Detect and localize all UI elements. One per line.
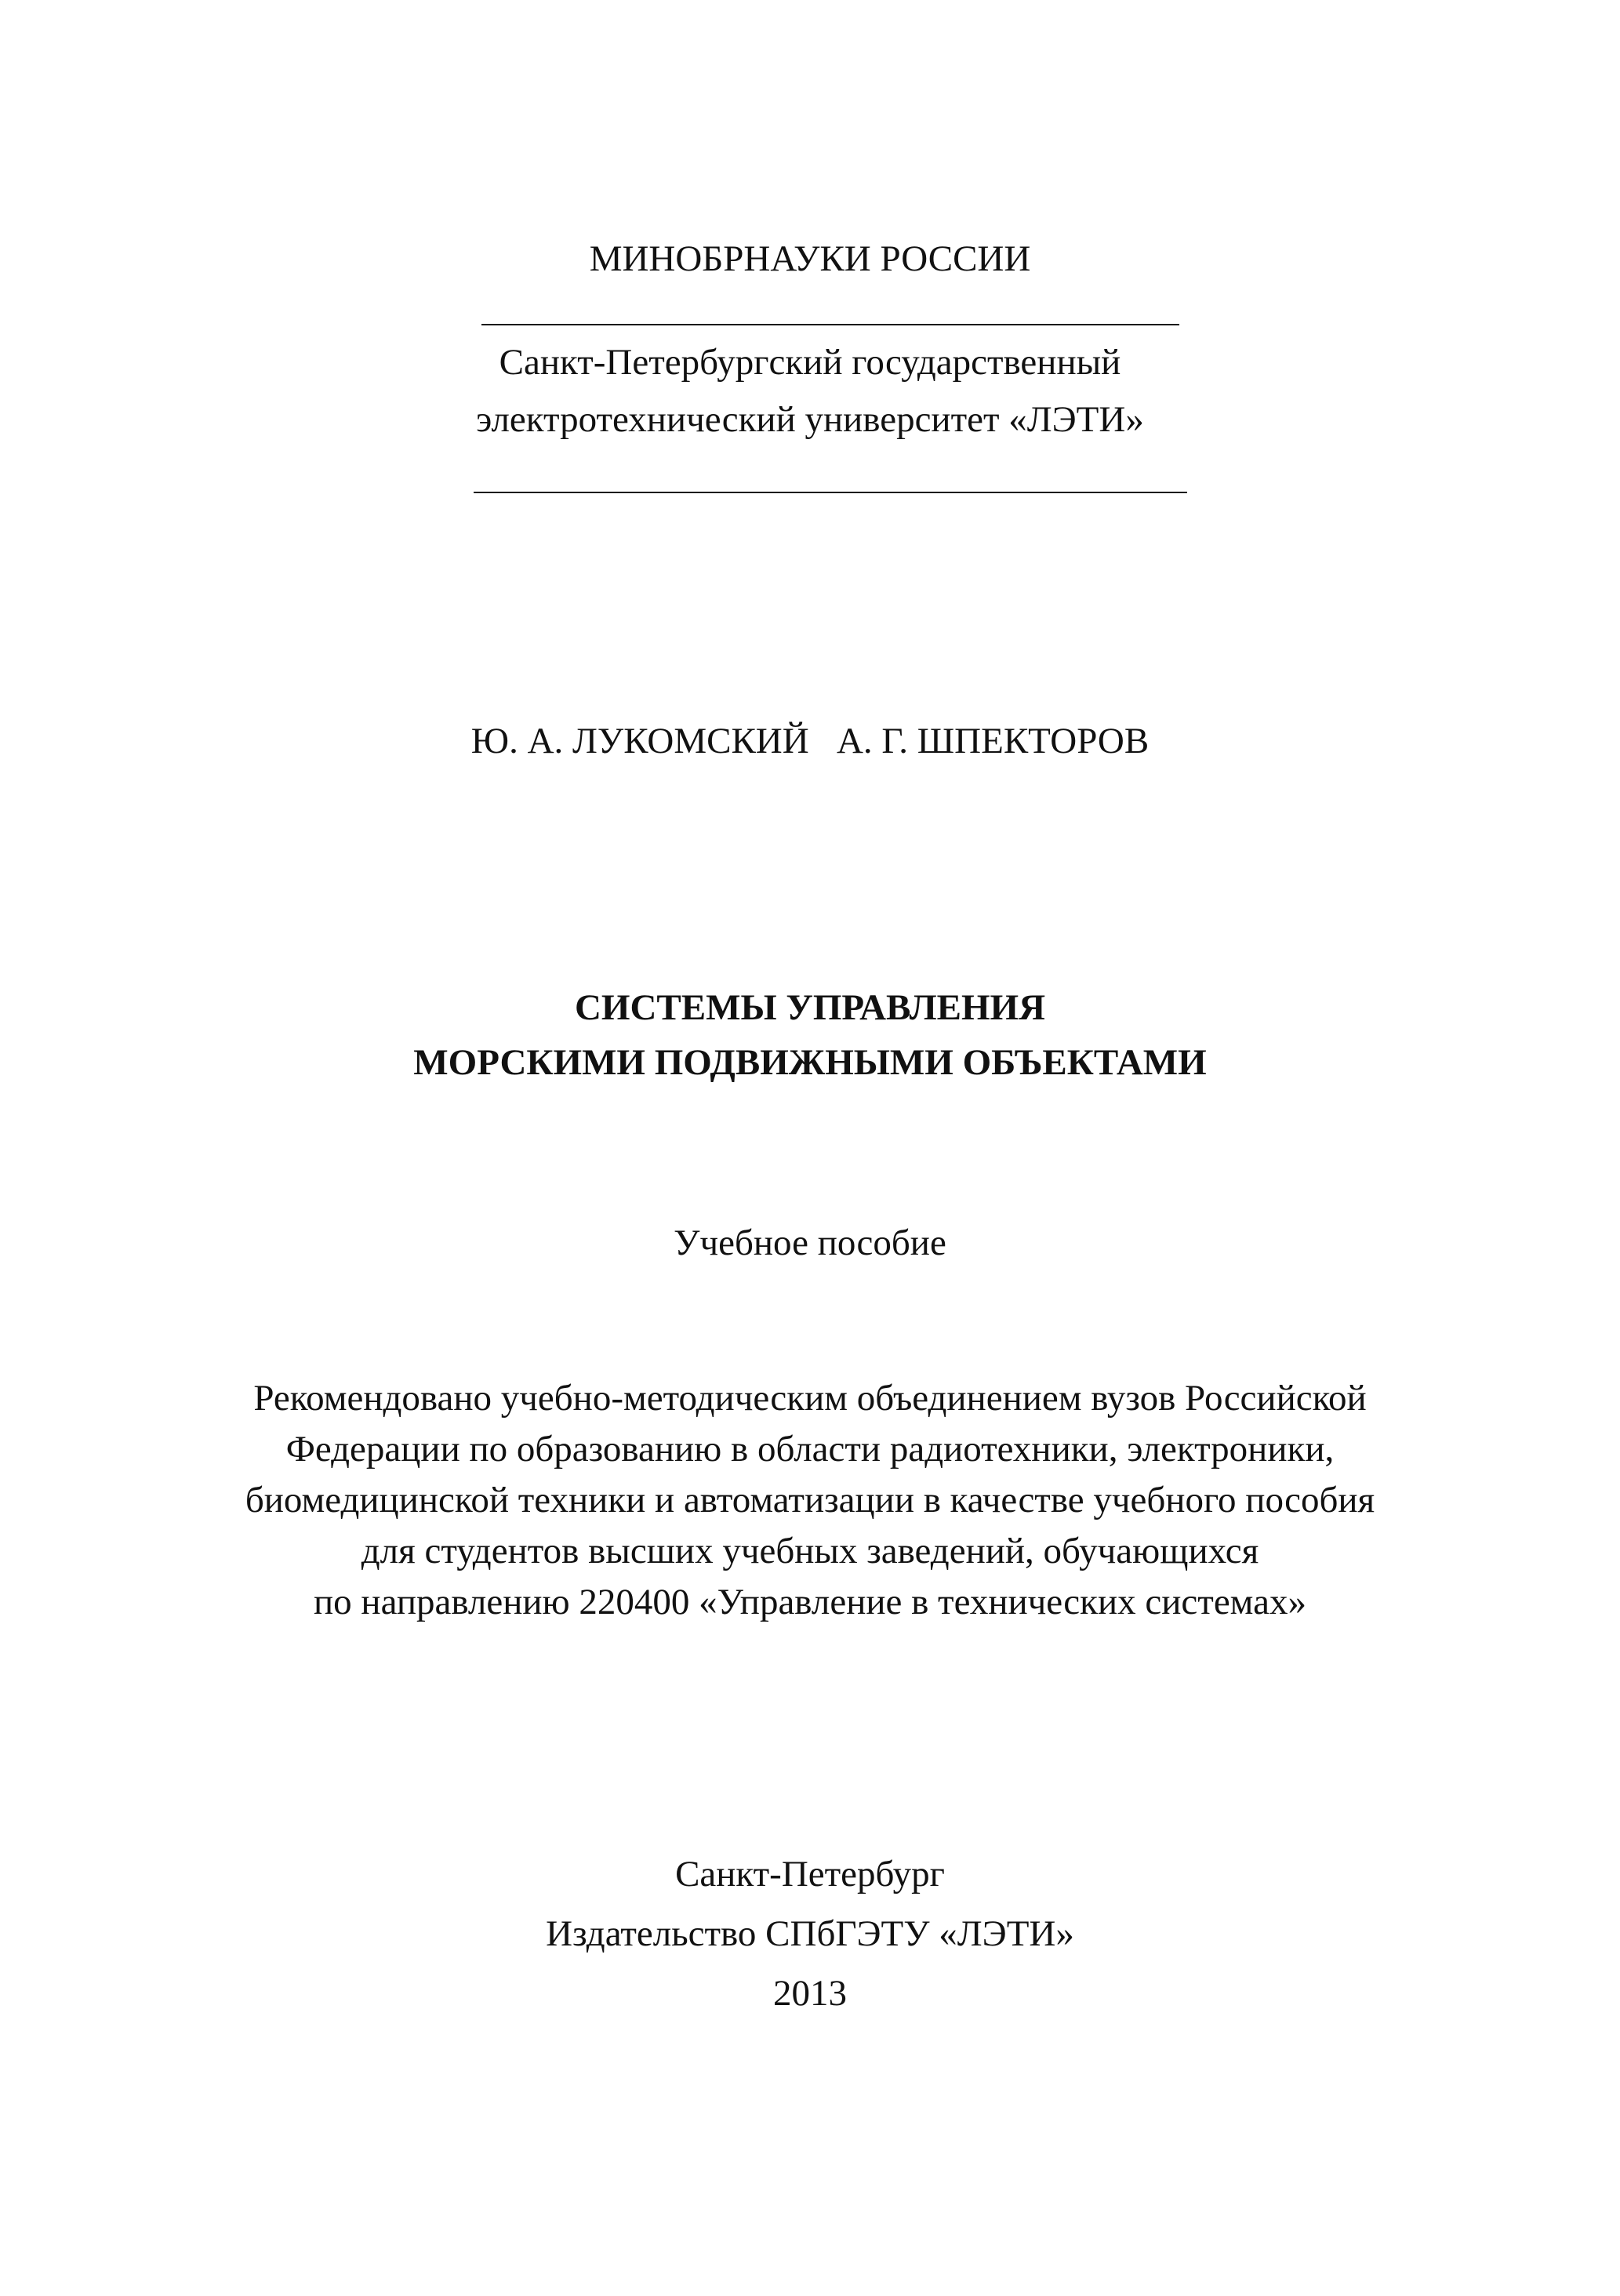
university-name-line2: электротехнический университет «ЛЭТИ» [476, 399, 1144, 440]
recommendation-line: Рекомендовано учебно-методическим объединением вузов Российской [253, 1378, 1367, 1419]
university-name-line1: Санкт-Петербургский государственный [499, 342, 1121, 383]
book-title-line2: МОРСКИМИ ПОДВИЖНЫМИ ОБЪЕКТАМИ [413, 1042, 1207, 1083]
recommendation-line: для студентов высших учебных заведений, обучающихся [361, 1531, 1259, 1571]
recommendation-line: биомедицинской техники и автоматизации в качестве учебного пособия [245, 1480, 1375, 1520]
imprint-publisher: Издательство СПбГЭТУ «ЛЭТИ» [546, 1913, 1074, 1954]
imprint-year: 2013 [773, 1973, 847, 2014]
recommendation-line: по направлению 220400 «Управление в технических системах» [314, 1582, 1306, 1622]
header-rule-bottom [474, 492, 1187, 493]
publication-type: Учебное пособие [674, 1222, 946, 1263]
header-rule-top [481, 324, 1179, 325]
imprint-city: Санкт-Петербург [675, 1854, 945, 1895]
authors: Ю. А. ЛУКОМСКИЙ А. Г. ШПЕКТОРОВ [470, 721, 1150, 761]
ministry-name: МИНОБРНАУКИ РОССИИ [589, 238, 1031, 279]
recommendation-line: Федерации по образованию в области радиотехники, электроники, [285, 1429, 1335, 1470]
book-title-line1: СИСТЕМЫ УПРАВЛЕНИЯ [574, 987, 1046, 1028]
